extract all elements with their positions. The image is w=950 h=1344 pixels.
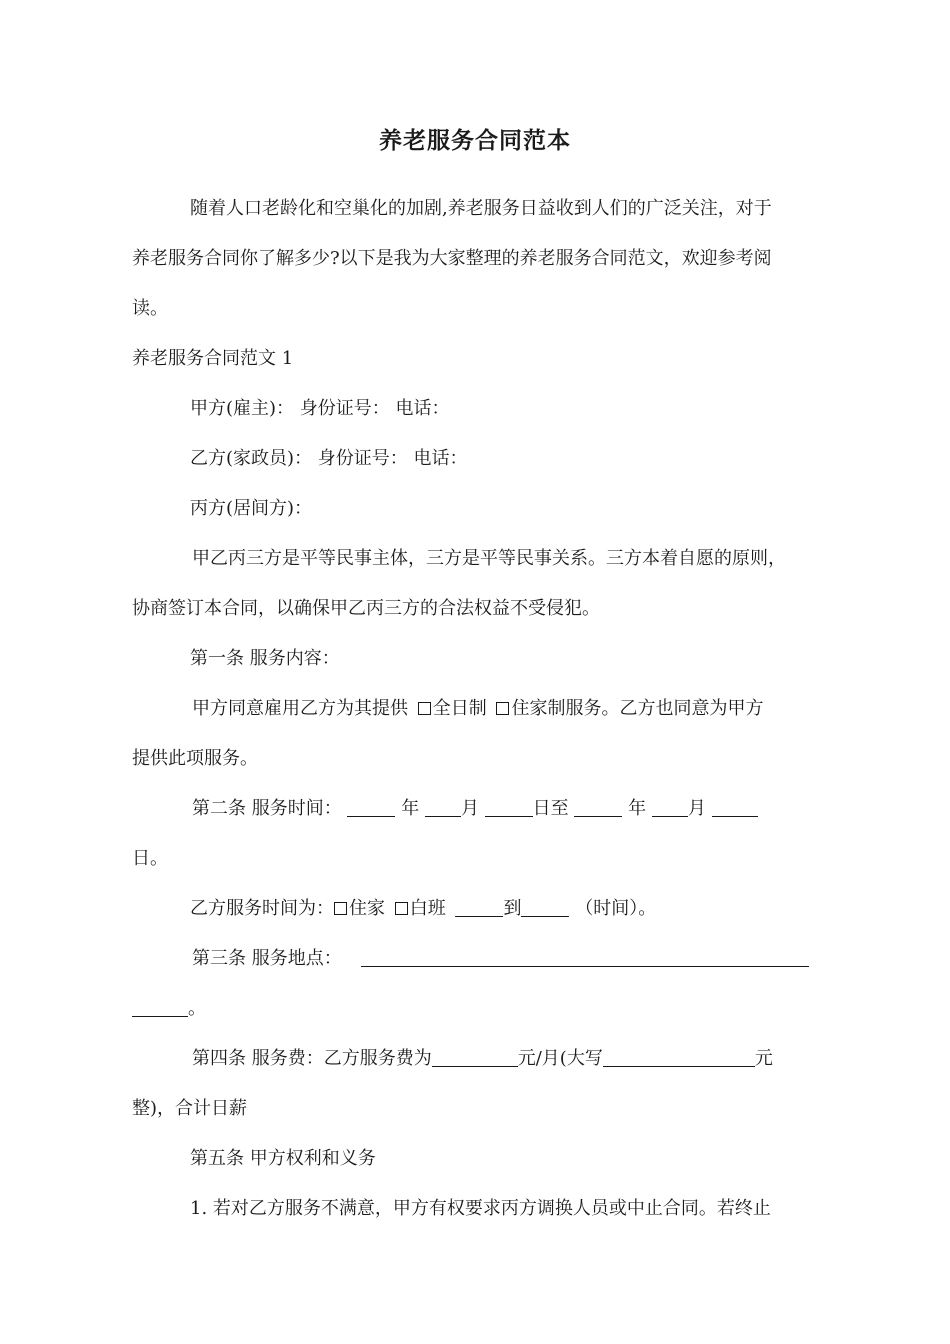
live-in-time-label: 住家 [349,898,385,919]
start-day-label: 日至 [532,798,569,819]
monthly-fee-blank[interactable] [432,1048,518,1067]
article-4-line [192,1047,773,1071]
article-5-heading: 第五条 甲方权利和义务 [190,1148,376,1169]
start-year-blank[interactable] [347,798,395,817]
start-year-label: 年 [401,798,420,819]
article-3-end: 。 [188,998,206,1019]
service-time-line [190,897,656,921]
section-heading: 养老服务合同范文 1 [132,348,294,369]
time-to-blank[interactable] [521,898,569,917]
article-4-line-2: 整)，合计日薪 [132,1098,248,1119]
service-time-label: 乙方服务时间为： [190,898,334,919]
start-month-blank[interactable] [425,798,461,817]
fee-yuan-label: 元 [754,1048,773,1069]
article-3-line [192,947,809,971]
article-3-label: 第三条 服务地点： [192,948,342,969]
time-note: （时间）。 [575,898,657,919]
intro-line-2: 养老服务合同你了解多少?以下是我为大家整理的养老服务合同范文，欢迎参考阅 [132,248,772,269]
party-b-line: 乙方(家政员)： 身份证号： 电话： [190,448,468,469]
time-from-blank[interactable] [455,898,503,917]
start-month-label: 月 [460,798,479,819]
preamble-line-1: 甲乙丙三方是平等民事主体，三方是平等民事关系。三方本着自愿的原则， [192,548,786,569]
intro-line-3: 读。 [132,298,168,319]
article-1-heading: 第一条 服务内容： [190,648,340,669]
end-day-blank[interactable] [712,798,758,817]
article-3-line-2 [132,997,206,1021]
full-time-label: 全日制 [432,698,487,719]
preamble-line-2: 协商签订本合同，以确保甲乙丙三方的合法权益不受侵犯。 [132,598,600,619]
party-c-line: 丙方(居间方)： [190,498,313,519]
service-location-blank[interactable] [361,948,809,967]
end-year-label: 年 [628,798,647,819]
article-5-item-1: 1. 若对乙方服务不满意，甲方有权要求丙方调换人员或中止合同。若终止 [190,1198,771,1219]
party-a-line: 甲方(雇主)： 身份证号： 电话： [190,398,450,419]
full-time-checkbox[interactable] [418,702,431,715]
article-1-line-1 [192,697,763,721]
live-in-checkbox[interactable] [496,702,509,715]
article-2-end: 日。 [132,848,168,869]
article-4-label: 第四条 服务费：乙方服务费为 [192,1048,432,1069]
live-in-time-checkbox[interactable] [334,902,347,915]
document-title: 养老服务合同范本 [379,128,571,154]
service-location-blank-cont[interactable] [132,998,188,1017]
fee-unit-label: 元/月(大写 [517,1048,603,1069]
fee-in-words-blank[interactable] [603,1048,755,1067]
article-1-line-2: 提供此项服务。 [132,748,258,769]
end-month-blank[interactable] [652,798,688,817]
end-month-label: 月 [687,798,706,819]
day-shift-checkbox[interactable] [395,902,408,915]
article-1-text: 甲方同意雇用乙方为其提供 [192,698,408,719]
time-to-label: 到 [503,898,522,919]
live-in-label: 住家制服务。乙方也同意为甲方 [511,698,764,719]
start-day-blank[interactable] [485,798,533,817]
article-2-line [192,797,758,821]
intro-line-1: 随着人口老龄化和空巢化的加剧,养老服务日益收到人们的广泛关注，对于 [190,198,772,219]
article-2-label: 第二条 服务时间： [192,798,342,819]
day-shift-label: 白班 [409,898,446,919]
end-year-blank[interactable] [574,798,622,817]
